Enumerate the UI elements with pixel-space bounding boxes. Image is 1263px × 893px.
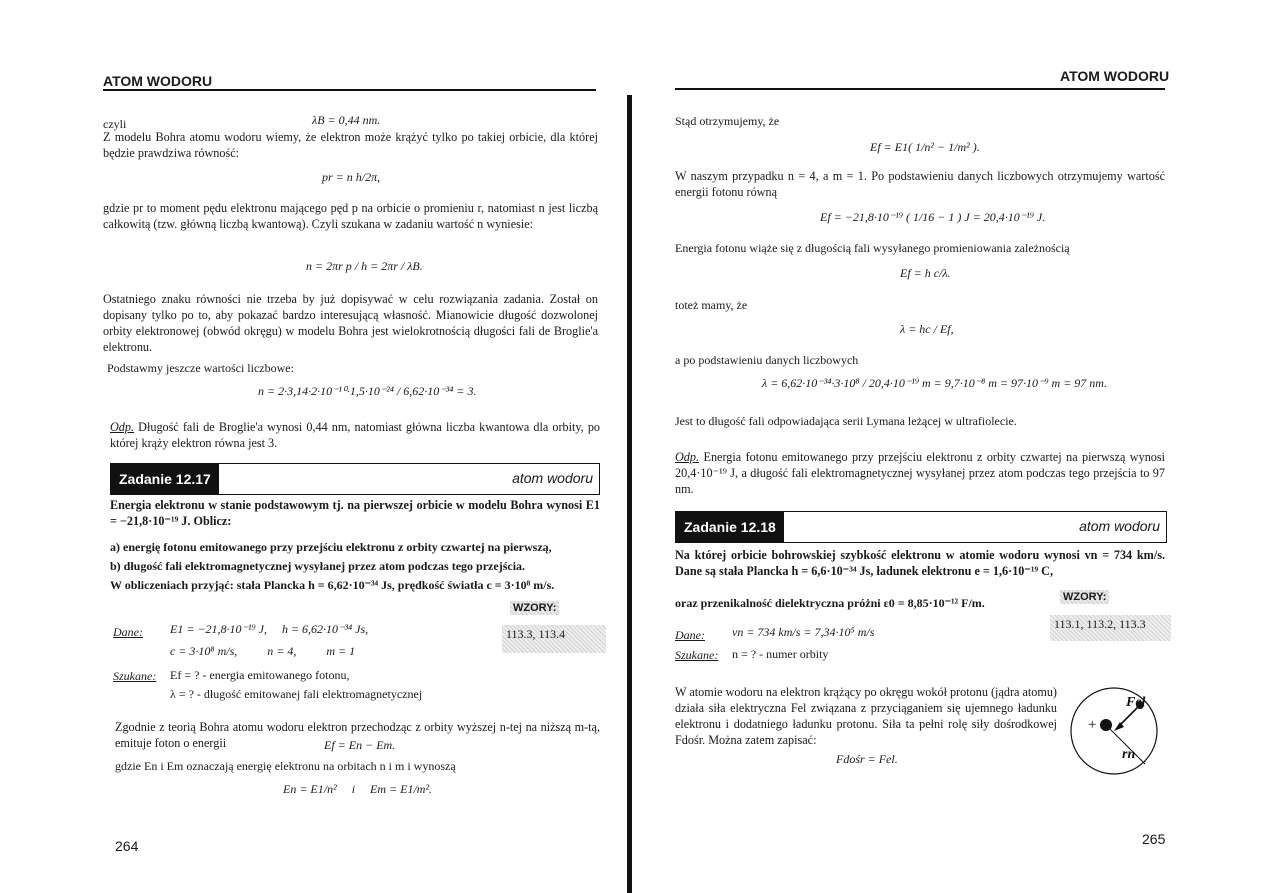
dane-label: Dane: [675, 628, 705, 642]
task-12-17-banner [110, 463, 600, 495]
numeric-data-text: a po podstawieniu danych liczbowych [675, 353, 859, 367]
left-header-rule [103, 89, 596, 91]
czyli-text: czyli [103, 117, 127, 131]
left-running-header: ATOM WODORU [103, 73, 213, 89]
right-page-number: 265 [1142, 831, 1166, 847]
task-number-label: Zadanie 12.18 [676, 512, 784, 542]
szukane-line-2: λ = ? - długość emitowanej fali elektromagnetycznej [170, 687, 423, 701]
photon-energy-numeric-formula: Ef = −21,8·10⁻¹⁹ ( 1/16 − 1 ) J = 20,4·10⁻¹⁹ J. [820, 210, 1046, 224]
szukane-label: Szukane: [675, 648, 719, 662]
wzory-references: 113.3, 113.4 [502, 625, 606, 653]
left-page-number: 264 [115, 838, 139, 854]
wzory-references: 113.1, 113.2, 113.3 [1050, 615, 1171, 641]
lyman-series-text: Jest to długość fali odpowiadająca serii Lymana leżącej w ultrafiolecie. [675, 414, 1017, 428]
orbit-energy-formula: En = E1/n² i Em = E1/m². [283, 782, 433, 796]
wavelength-relation-text: Energia fotonu wiąże się z długością fali wysyłanego promieniowania zależnością [675, 241, 1070, 255]
bohr-intro-paragraph: Z modelu Bohra atomu wodoru wiemy, że elektron może krążyć tylko po takiej orbicie, dla której będzie prawdziwa równość: [103, 130, 598, 160]
coulomb-force-paragraph: W atomie wodoru na elektron krążący po okręgu wokół protonu (jądra atomu) działa siła elektryczna Fel związana z przyciąganiem się ujemnego ładunku elektronu i dodatniego ładunku protonu. Siła ta pełni rolę siły dośrodkowej Fdośr. Można zatem zapisać: [675, 685, 1057, 747]
wzory-label: WZORY: [1060, 590, 1109, 604]
answer-label: Odp. [675, 450, 700, 464]
task-12-18-permittivity: oraz przenikalność dielektryczna próżni ε0 = 8,85·10⁻¹² F/m. [675, 596, 985, 610]
wzory-label: WZORY: [510, 601, 559, 615]
task-topic-label: atom wodoru [1079, 518, 1160, 534]
photon-energy-formula: Ef = En − Em. [324, 738, 396, 752]
force-label: Fel [1126, 695, 1146, 710]
lambda-result-formula: λB = 0,44 nm. [312, 113, 381, 127]
debroglie-paragraph: Ostatniego znaku równości nie trzeba by już dopisywać w celu rozwiązania zadania. Został on dopisany tylko po to, aby pokazać bardzo interesującą własność. Mianowicie długość dozwolonej orbity elektronowej (obwód okręgu) w modelu Bohra jest wielokrotnością długości fali de Broglie'a elektronu. [103, 292, 598, 354]
momentum-explanation-paragraph: gdzie pr to moment pędu elektronu mającego pęd p na orbicie o promieniu r, natomiast n jest liczbą całkowitą (tzw. główną liczbą kwantową). Czyli szukana w zadaniu wartość n wyniesie: [103, 201, 598, 231]
lambda-numeric-formula: λ = 6,62·10⁻³⁴·3·10⁸ / 20,4·10⁻¹⁹ m = 9,7·10⁻⁸ m = 97·10⁻⁹ m = 97 nm. [762, 376, 1107, 390]
dane-line-2: c = 3·10⁸ m/s, n = 4, m = 1 [170, 644, 356, 658]
task-12-18-banner [675, 511, 1167, 543]
n-numeric-formula: n = 2·3,14·2·10⁻¹⁰·1,5·10⁻²⁴ / 6,62·10⁻³⁴ = 3. [258, 384, 477, 398]
energy-difference-formula: Ef = E1( 1/n² − 1/m² ). [870, 140, 980, 154]
n-formula: n = 2πr p / h = 2πr / λB. [306, 259, 423, 273]
task-topic-label: atom wodoru [512, 470, 593, 486]
bohr-transition-paragraph: Zgodnie z teorią Bohra atomu wodoru elektron przechodząc z orbity wyższej n-tej na niższą m-tą, emituje foton o energii [115, 720, 600, 750]
planck-relation-formula: Ef = h c/λ. [900, 266, 951, 280]
task-12-17-statement: Energia elektronu w stanie podstawowym tj. na pierwszej orbicie w modelu Bohra wynosi E1 = −21,8·10⁻¹⁹ J. Oblicz: [110, 498, 600, 528]
right-header-rule [675, 88, 1165, 90]
dane-line-1: E1 = −21,8·10⁻¹⁹ J, h = 6,62·10⁻³⁴ Js, [170, 622, 369, 636]
task-12-17-part-b: b) długość fali elektromagnetycznej wysyłanej przez atom podczas tego przejścia. [110, 559, 526, 573]
orbit-diagram [1068, 681, 1162, 781]
substitute-text: Podstawmy jeszcze wartości liczbowe: [107, 361, 294, 375]
task-12-17-part-a: a) energię fotonu emitowanego przy przejściu elektronu z orbity czwartej na pierwszą, [110, 540, 552, 554]
answer-text: Energia fotonu emitowanego przy przejściu elektronu z orbity czwartej na pierwszą wynosi 20,4·10⁻¹⁹ J, a długość fali elektromagnetycznej wysyłanej przez atom podczas tego przejścia to 97 nm. [675, 450, 1166, 496]
book-spine [627, 95, 632, 893]
szukane-line-1: Ef = ? - energia emitowanego fotonu, [170, 668, 350, 682]
task-number-label: Zadanie 12.17 [111, 464, 219, 494]
right-answer [675, 449, 1165, 497]
answer-text: Długość fali de Broglie'a wynosi 0,44 nm, natomiast główna liczba kwantowa dla orbity, po której krąży elektron równa jest 3. [110, 420, 601, 450]
angular-momentum-formula: pr = n h/2π, [322, 170, 381, 184]
task-12-18-statement: Na której orbicie bohrowskiej szybkość elektronu w atomie wodoru wynosi vn = 734 km/s. Dane są stała Plancka h = 6,6·10⁻³⁴ Js, ładunek elektronu e = 1,6·10⁻¹⁹ C, [675, 548, 1165, 578]
right-running-header: ATOM WODORU [1060, 68, 1170, 84]
szukane-line-1: n = ? - numer orbity [732, 647, 829, 661]
totez-text: toteż mamy, że [675, 298, 748, 312]
centripetal-formula: Fdośr = Fel. [836, 752, 898, 766]
proton-dot [1100, 719, 1112, 731]
substitution-paragraph: W naszym przypadku n = 4, a m = 1. Po podstawieniu danych liczbowych otrzymujemy wartość energii fotonu równą [675, 169, 1165, 199]
proton-plus-label: + [1088, 717, 1097, 733]
answer-label: Odp. [110, 420, 135, 434]
left-answer [110, 419, 600, 451]
szukane-label: Szukane: [113, 669, 157, 683]
radius-label: rn [1122, 747, 1136, 762]
stad-text: Stąd otrzymujemy, że [675, 114, 780, 128]
lambda-formula: λ = hc / Ef, [900, 322, 954, 336]
dane-label: Dane: [113, 625, 143, 639]
orbit-energy-text: gdzie En i Em oznaczają energię elektronu na orbitach n i m i wynoszą [115, 759, 456, 773]
dane-line-1: vn = 734 km/s = 7,34·10⁵ m/s [732, 625, 875, 639]
task-12-17-constants: W obliczeniach przyjąć: stała Plancka h = 6,62·10⁻³⁴ Js, prędkość światła c = 3·10⁸ m/s. [110, 578, 555, 592]
